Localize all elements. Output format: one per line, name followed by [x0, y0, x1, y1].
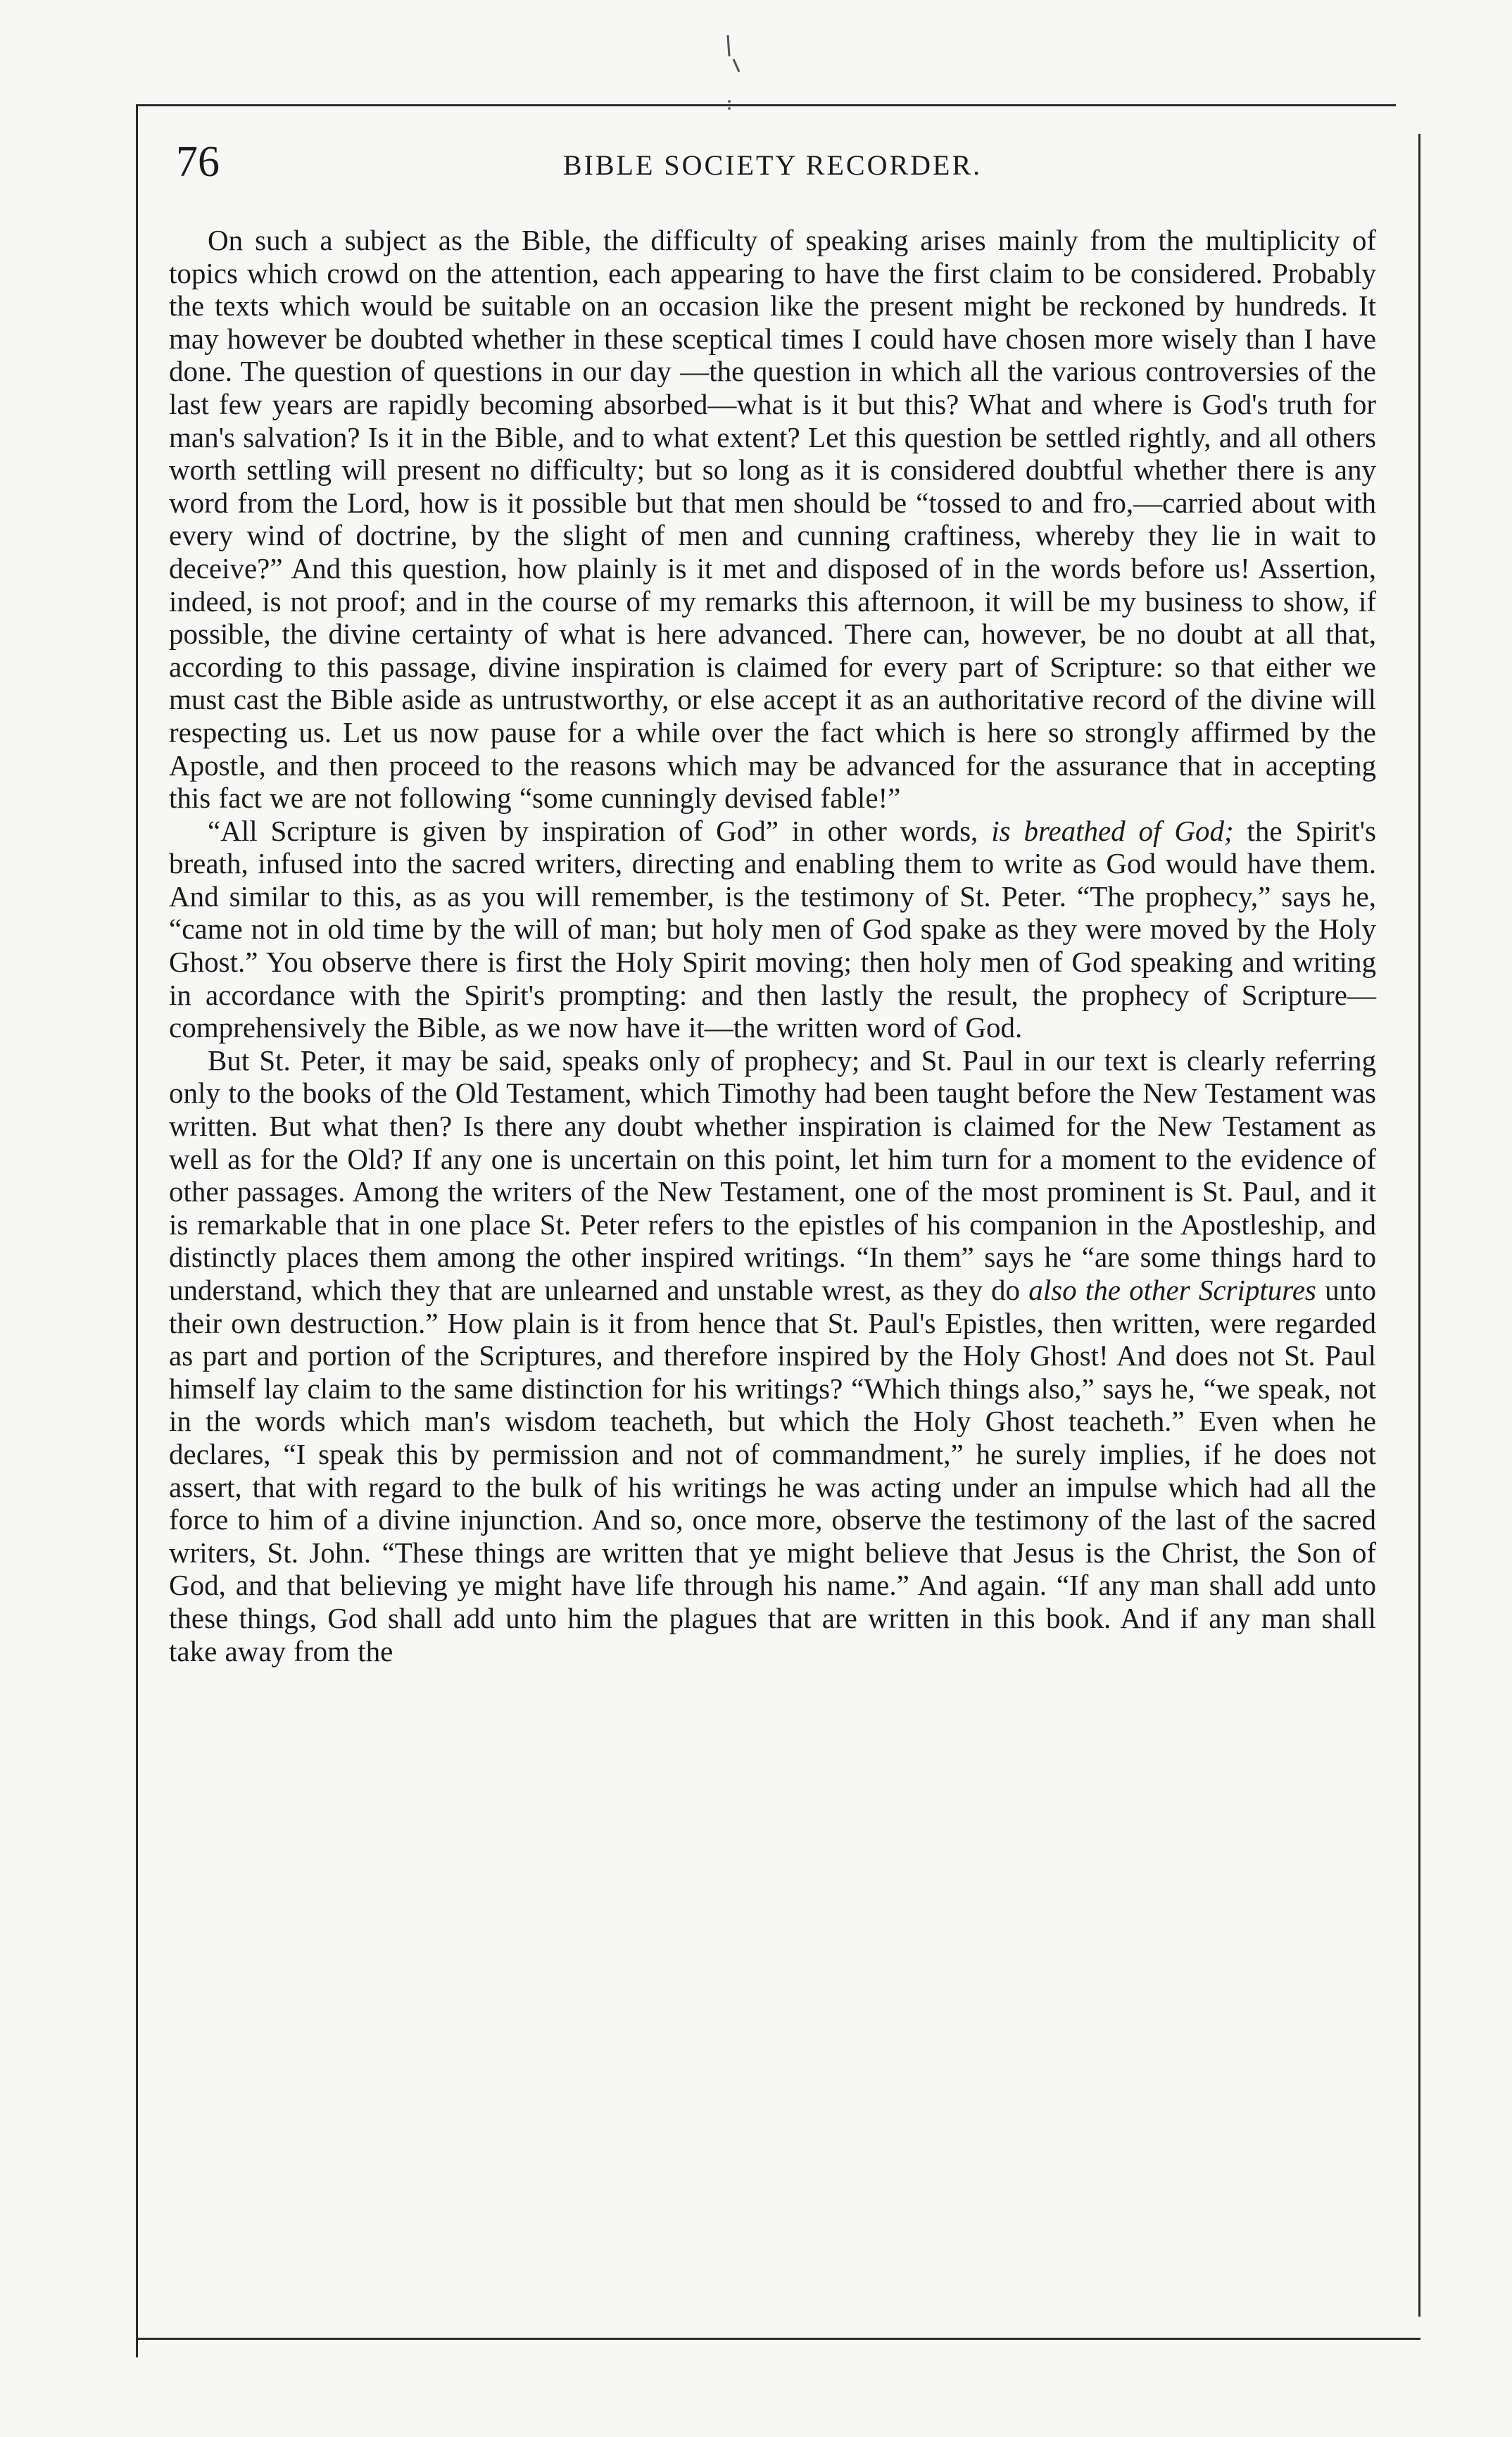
frame-rule-top [136, 104, 1396, 106]
page-header [169, 134, 1376, 197]
italic-phrase: also the other Scriptures [1028, 1274, 1316, 1306]
text-run: the Spirit's breath, infused into the sacred writers, directing and enabling them to write as God would have them. And similar to this, as as you will remember, is the testimony of St. Peter. “The prophecy,” says he, “came not in old time by the will of man; but holy men of God spake as they were moved by the Holy Ghost.” You observe there is first the Holy Spirit moving; then holy men of God speaking and writing in accordance with the Spirit's prompting: and then lastly the result, the prophecy of Scripture—comprehensively the Bible, as we now have it—the written word of God. [169, 814, 1376, 1044]
page-number: 76 [176, 138, 220, 186]
text-run: “All Scripture is given by inspiration of God” in other words, [208, 814, 992, 847]
frame-rule-right [1418, 134, 1420, 2317]
italic-phrase: is breathed of God; [991, 814, 1234, 847]
paragraph [169, 1044, 1376, 1667]
paragraph [169, 815, 1376, 1044]
text-run: But St. Peter, it may be said, speaks only of prophecy; and St. Paul in our text is clearly referring only to the books of the Old Testament, which Timothy had been taught before the New Testament was written. But what then? Is there any doubt whether inspiration is claimed for the New Testament as well as for the Old? If any one is uncertain on this point, let him turn for a moment to the evidence of other passages. Among the writers of the New Testament, one of the most prominent is St. Paul, and it is remarkable that in one place St. Peter refers to the epistles of his companion in the Apostleship, and distinctly places them among the other inspired writings. “In them” says he “are some things hard to understand, which they that are unlearned and unstable wrest, as they do [169, 1044, 1376, 1306]
text-run: On such a subject as the Bible, the difficulty of speaking arises mainly from the multiplicity of topics which crowd on the attention, each appearing to have the first claim to be considered. Probably the texts which would be suitable on an occasion like the present might be reckoned by hundreds. It may however be doubted whether in these sceptical times I could have chosen more wisely than I have done. The question of questions in our day —the question in which all the various controversies of the last few years are rapidly becoming absorbed—what is it but this? What and where is God's truth for man's salvation? Is it in the Bible, and to what extent? Let this question be settled rightly, and all others worth settling will present no difficulty; but so long as it is considered doubtful whether there is any word from the Lord, how is it possible but that men should be “tossed to and fro,—carried about with every wind of doctrine, by the slight of men and cunning craftiness, whereby they lie in wait to deceive?” And this question, how plainly is it met and disposed of in the words before us! Assertion, indeed, is not proof; and in the course of my remarks this afternoon, it will be my business to show, if possible, the divine certainty of what is here advanced. There can, however, be no doubt at all that, according to this passage, divine inspiration is claimed for every part of Scripture: so that either we must cast the Bible aside as untrustworthy, or else accept it as an authoritative record of the divine will respecting us. Let us now pause for a while over the fact which is here so strongly affirmed by the Apostle, and then proceed to the reasons which may be advanced for the assurance that in accepting this fact we are not following “some cunningly devised fable!” [169, 224, 1376, 815]
frame-rule-left [136, 104, 138, 2357]
ink-marks [718, 28, 746, 113]
running-title: BIBLE SOCIETY RECORDER. [562, 149, 983, 181]
text-run: unto their own destruction.” How plain is it from hence that St. Paul's Epistles, then written, were regarded as part and portion of the Scriptures, and therefore inspired by the Holy Ghost! And does not St. Paul himself lay claim to the same distinction for his writings? “Which things also,” says he, “we speak, not in the words which man's wisdom teacheth, but which the Holy Ghost teacheth.” Even when he declares, “I speak this by permission and not of commandment,” he surely implies, if he does not assert, that with regard to the bulk of his writings he was acting under an impulse which had all the force to him of a divine injunction. And so, once more, observe the testimony of the last of the sacred writers, St. John. “These things are written that ye might believe that Jesus is the Christ, the Son of God, and that believing ye might have life through his name.” And again. “If any man shall add unto these things, God shall add unto him the plagues that are written in this book. And if any man shall take away from the [169, 1274, 1376, 1667]
body-text [169, 224, 1376, 1667]
paragraph [169, 224, 1376, 815]
frame-rule-bottom [136, 2338, 1420, 2340]
